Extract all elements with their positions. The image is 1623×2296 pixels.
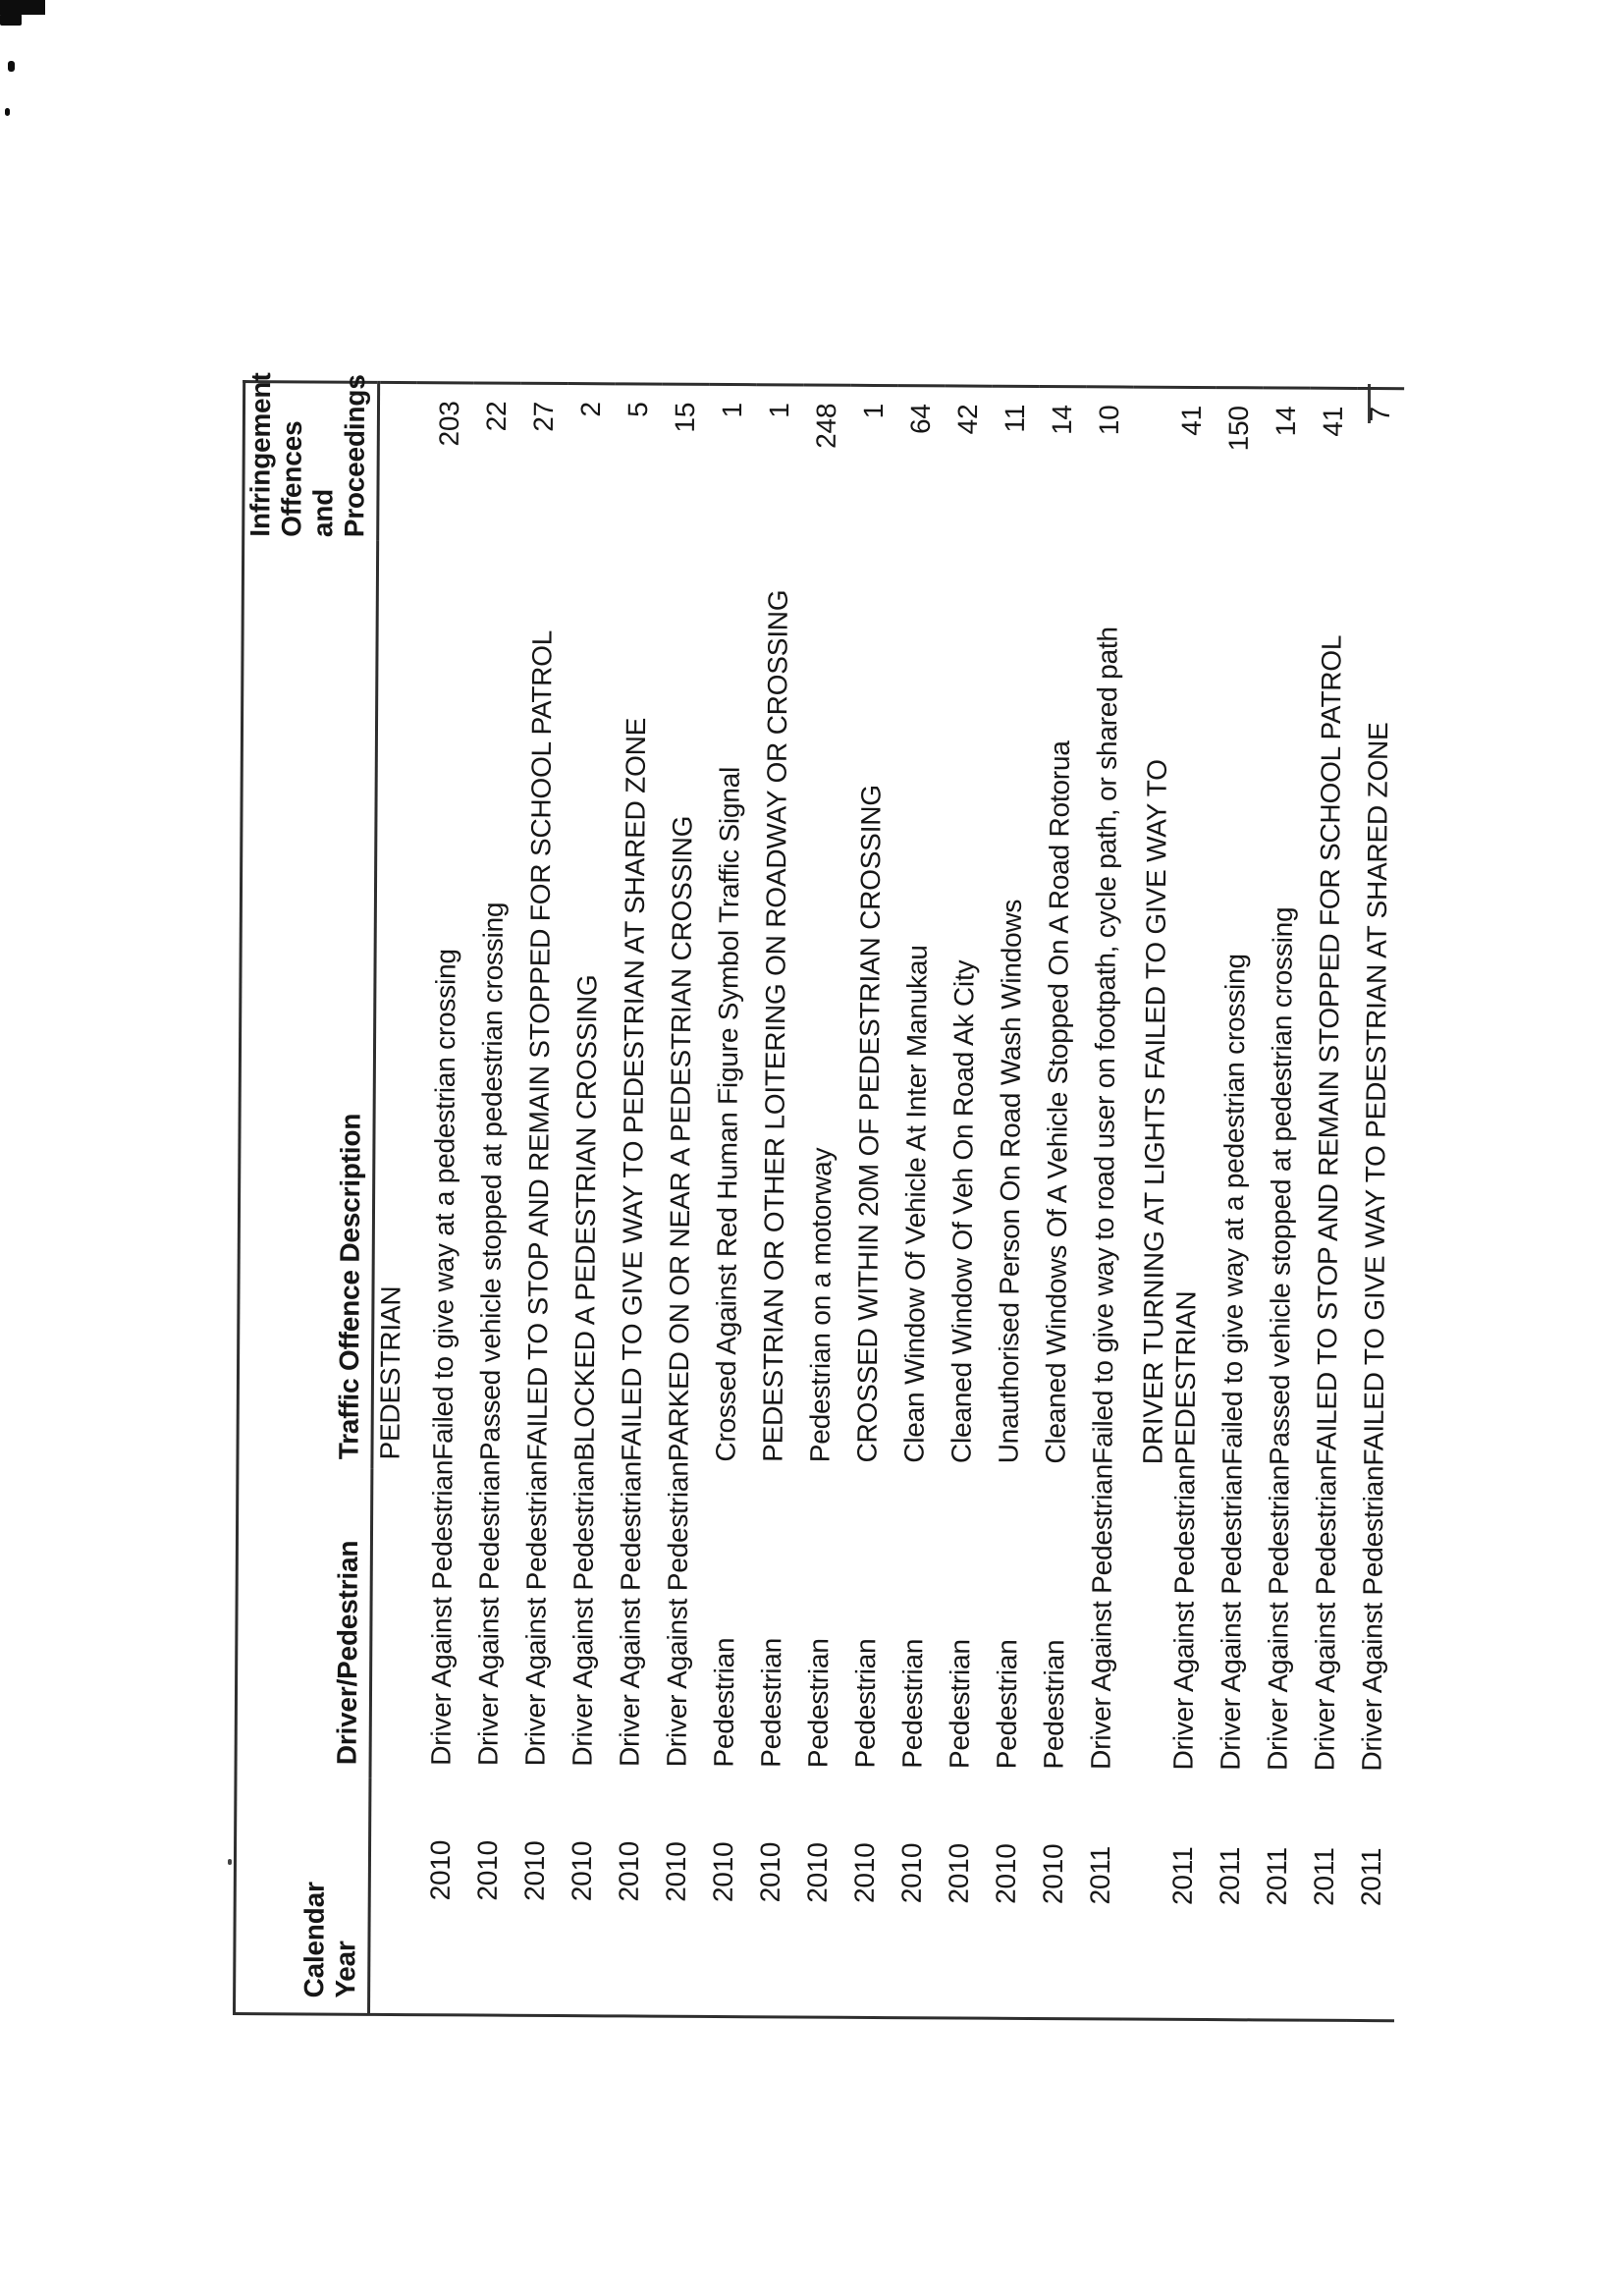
offence-description-cell: PEDESTRIAN OR OTHER LOITERING ON ROADWAY OR CROSSING xyxy=(757,589,793,1462)
count-cell: 7 xyxy=(1364,407,1396,422)
offence-description-cell: Passed vehicle stopped at pedestrian crossing xyxy=(474,902,509,1461)
year-cell: 2010 xyxy=(895,1842,928,1904)
count-cell: 1 xyxy=(763,403,795,418)
category-cell: Driver Against Pedestrian xyxy=(567,1460,600,1767)
scan-artifact xyxy=(0,14,22,26)
header-row xyxy=(235,382,379,2015)
category-cell: Driver Against Pedestrian xyxy=(1085,1463,1118,1770)
year-cell: 2010 xyxy=(424,1839,457,1901)
offence-description-cell: Failed to give way to road user on footpath, cycle path, or shared path xyxy=(1087,627,1123,1464)
scan-artifact xyxy=(5,108,10,116)
offence-description-cell: FAILED TO STOP AND REMAIN STOPPED FOR SCHOOL PATROL xyxy=(521,629,558,1461)
group-label: PEDESTRIAN xyxy=(374,1285,406,1460)
year-cell: 2010 xyxy=(660,1841,692,1902)
category-cell: Driver Against Pedestrian xyxy=(1262,1464,1295,1772)
category-cell: Pedestrian xyxy=(708,1637,740,1768)
year-cell: 2010 xyxy=(613,1840,645,1902)
column-header-traffic-offence-description: Traffic Offence Description xyxy=(238,541,378,1470)
category-cell: Driver Against Pedestrian xyxy=(1167,1464,1201,1771)
offence-description-cell: Crossed Against Red Human Figure Symbol Traffic Signal xyxy=(710,766,745,1462)
count-cell: 11 xyxy=(999,404,1031,433)
year-cell: 2010 xyxy=(471,1839,504,1901)
year-cell: 2010 xyxy=(801,1842,834,1903)
year-cell: 2010 xyxy=(1037,1843,1069,1905)
count-cell: 41 xyxy=(1317,406,1349,437)
year-cell: 2011 xyxy=(1084,1845,1116,1905)
year-cell: 2011 xyxy=(1166,1846,1199,1906)
count-cell: 41 xyxy=(1175,405,1208,436)
offence-description-cell: Failed to give way at a pedestrian crossing xyxy=(427,949,461,1460)
scan-artifact xyxy=(0,0,45,15)
rotated-table-region xyxy=(233,372,1396,2022)
table-row xyxy=(406,383,473,2015)
year-cell: 2010 xyxy=(754,1841,786,1903)
offence-description-cell: BLOCKED A PEDESTRIAN CROSSING xyxy=(568,974,603,1461)
category-cell: Driver Against Pedestrian xyxy=(472,1460,506,1767)
category-cell: Driver Against Pedestrian xyxy=(1356,1465,1389,1772)
category-cell: Driver Against Pedestrian xyxy=(614,1460,647,1768)
offence-description-cell: FAILED TO GIVE WAY TO PEDESTRIAN AT SHARED ZONE xyxy=(1358,722,1394,1466)
column-header-calendar-year: Calendar Year xyxy=(235,1778,370,2015)
offence-description-cell: FAILED TO STOP AND REMAIN STOPPED FOR SCHOOL PATROL xyxy=(1311,634,1347,1466)
category-cell: Pedestrian xyxy=(991,1639,1023,1770)
year-cell: 2011 xyxy=(1308,1847,1340,1906)
year-cell: 2011 xyxy=(1214,1846,1246,1906)
offences-table xyxy=(233,372,1404,2022)
count-cell: 2 xyxy=(574,402,607,417)
table-row xyxy=(1123,387,1216,2019)
column-header-infringement-offences: Infringement Offences and Proceedings xyxy=(243,382,379,542)
category-cell: Pedestrian xyxy=(896,1638,929,1769)
category-cell: Pedestrian xyxy=(1038,1639,1070,1770)
category-cell: Pedestrian xyxy=(849,1638,882,1769)
count-cell: 1 xyxy=(716,402,748,418)
offence-description-cell: Clean Window Of Vehicle At Inter Manukau xyxy=(898,945,933,1463)
count-cell: 5 xyxy=(622,402,654,417)
column-header-driver-pedestrian: Driver/Pedestrian xyxy=(236,1469,372,1779)
category-cell xyxy=(370,1469,409,1778)
category-cell: Pedestrian xyxy=(755,1637,787,1768)
year-cell xyxy=(369,1778,408,2014)
count-cell: 64 xyxy=(904,404,937,435)
offence-description-cell: DRIVER TURNING AT LIGHTS FAILED TO GIVE WAY TO PEDESTRIAN xyxy=(1137,759,1202,1465)
offence-description-cell: Failed to give way at a pedestrian crossing xyxy=(1217,954,1251,1465)
count-cell: 14 xyxy=(1270,406,1302,437)
category-cell: Driver Against Pedestrian xyxy=(661,1461,694,1768)
offence-description-cell: PARKED ON OR NEAR A PEDESTRIAN CROSSING xyxy=(663,815,698,1462)
count-cell xyxy=(378,382,416,541)
year-cell: 2010 xyxy=(943,1842,975,1904)
category-cell: Driver Against Pedestrian xyxy=(425,1459,459,1766)
count-cell: 248 xyxy=(810,403,842,449)
offence-description-cell: Cleaned Window Of Veh On Road Ak City xyxy=(946,959,980,1464)
count-cell: 27 xyxy=(527,401,560,432)
offence-description-cell: CROSSED WITHIN 20M OF PEDESTRIAN CROSSING xyxy=(851,785,887,1463)
table-row xyxy=(1347,388,1404,2020)
year-cell: 2010 xyxy=(990,1843,1022,1904)
scan-artifact xyxy=(228,1859,232,1865)
year-cell: 2010 xyxy=(707,1841,739,1903)
year-cell: 2011 xyxy=(1355,1847,1387,1907)
count-cell: 42 xyxy=(951,404,984,435)
year-cell: 2011 xyxy=(1261,1846,1293,1906)
count-cell: 1 xyxy=(857,403,890,419)
count-cell: 14 xyxy=(1046,405,1078,435)
year-cell: 2010 xyxy=(518,1840,551,1901)
count-cell: 10 xyxy=(1093,405,1125,436)
offence-description-cell: Unauthorised Person On Road Wash Windows xyxy=(993,899,1027,1464)
count-cell: 150 xyxy=(1222,406,1255,452)
count-cell: 15 xyxy=(669,402,701,433)
count-cell: 203 xyxy=(433,401,465,447)
count-cell: 22 xyxy=(480,401,513,432)
year-cell: 2010 xyxy=(566,1840,598,1902)
category-cell: Pedestrian xyxy=(802,1638,835,1769)
offence-description-cell: FAILED TO GIVE WAY TO PEDESTRIAN AT SHARED ZONE xyxy=(616,717,652,1462)
category-cell: Pedestrian xyxy=(944,1639,976,1770)
category-cell: Driver Against Pedestrian xyxy=(519,1460,553,1767)
category-cell: Driver Against Pedestrian xyxy=(1309,1465,1342,1772)
category-cell: Driver Against Pedestrian xyxy=(1215,1464,1248,1771)
year-cell: 2010 xyxy=(848,1842,881,1904)
scan-artifact xyxy=(8,61,15,72)
offence-description-cell: Cleaned Windows Of A Vehicle Stopped On A Road Rotorua xyxy=(1040,740,1075,1464)
offence-description-cell: Pedestrian on a motorway xyxy=(804,1147,838,1463)
table-body xyxy=(369,382,1405,2020)
offence-description-cell: Passed vehicle stopped at pedestrian crossing xyxy=(1264,906,1298,1466)
